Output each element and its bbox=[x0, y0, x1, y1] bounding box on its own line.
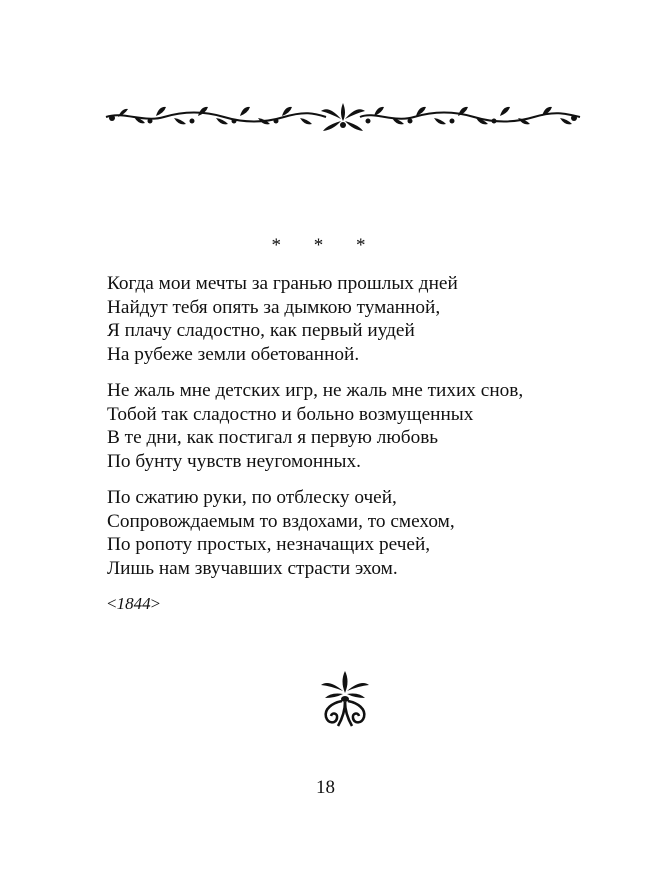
date-year: 1844 bbox=[116, 594, 151, 613]
section-asterisks: * * * bbox=[271, 235, 380, 256]
poem-line: Я плачу сладостно, как первый иудей bbox=[107, 320, 415, 341]
poem-line: На рубеже земли обетованной. bbox=[107, 343, 360, 365]
date-close-bracket: > bbox=[150, 594, 161, 613]
stanza-2 bbox=[107, 379, 627, 473]
floral-vine-border-icon bbox=[104, 99, 582, 133]
poem-line: По ропоту простых, незначащих речей, bbox=[107, 534, 431, 555]
poem-body bbox=[107, 272, 627, 615]
stanza-1 bbox=[107, 272, 627, 366]
poem-line: В те дни, как постигал я первую любовь bbox=[107, 427, 439, 448]
date-open-bracket: < bbox=[107, 594, 117, 613]
poem-line: Сопровождаемым то вздохами, то смехом, bbox=[107, 510, 455, 532]
poem-line: Тобой так сладостно и больно возмущенных bbox=[107, 403, 474, 425]
lily-scroll-vignette-icon bbox=[318, 669, 372, 729]
poem-line: Лишь нам звучавших страсти эхом. bbox=[107, 557, 398, 579]
poem-date bbox=[107, 593, 627, 615]
stanza-3 bbox=[107, 486, 627, 580]
poem-line: По сжатию руки, по отблеску очей, bbox=[107, 487, 397, 508]
poem-line: Найдут тебя опять за дымкою туманной, bbox=[107, 296, 441, 318]
poem-line: Когда мои мечты за гранью прошлых дней bbox=[107, 273, 458, 294]
page-number: 18 bbox=[316, 777, 335, 798]
poem-line: По бунту чувств неугомонных. bbox=[107, 450, 361, 472]
poem-line: Не жаль мне детских игр, не жаль мне тихих снов, bbox=[107, 380, 524, 401]
